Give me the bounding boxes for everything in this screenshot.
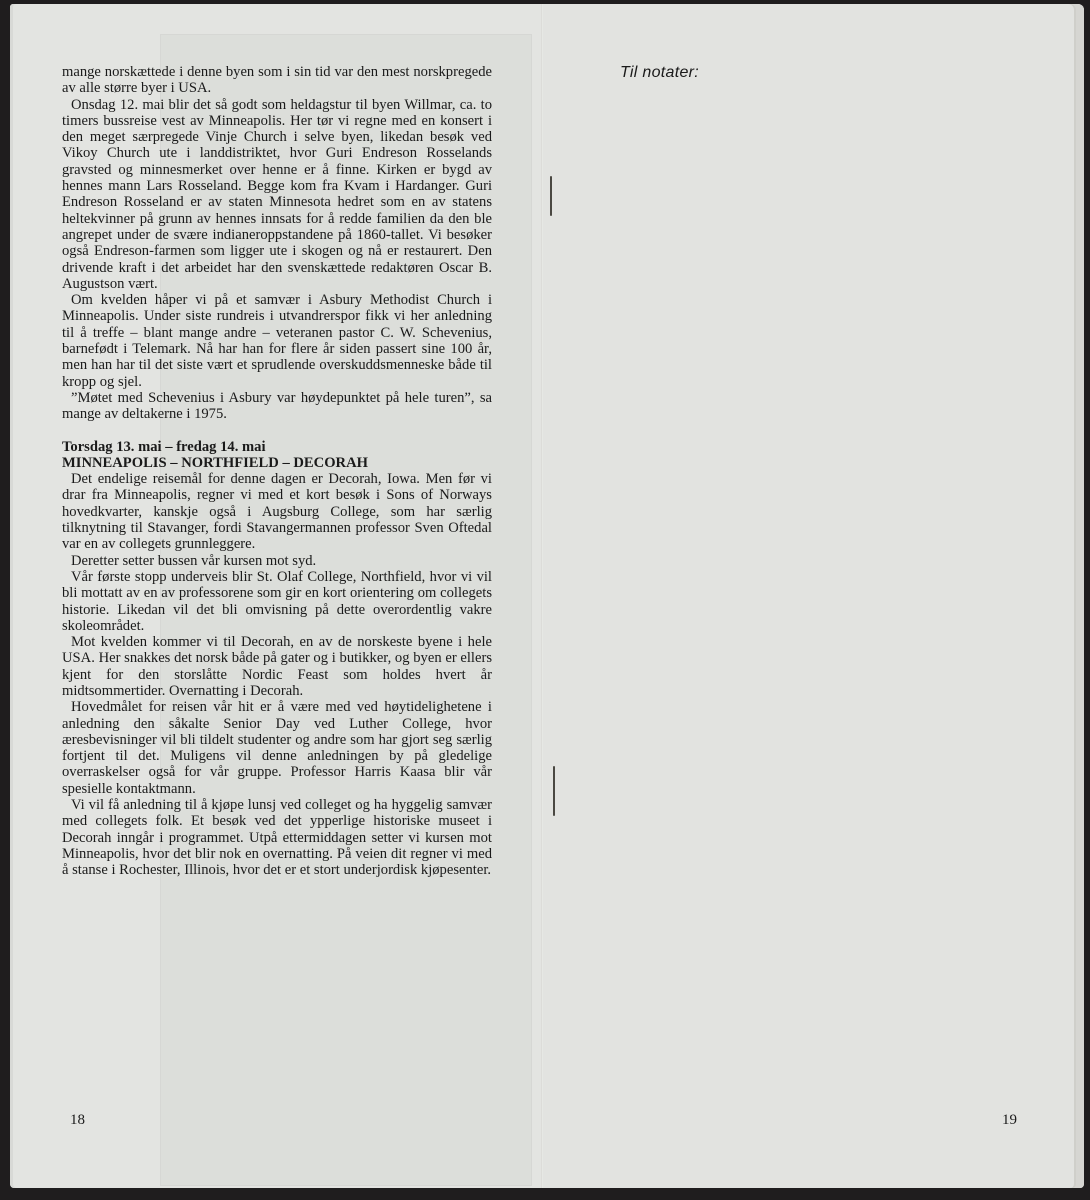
paragraph: Mot kvelden kommer vi til Decorah, en av de norskeste byene i hele USA. Her snakkes det norsk både på gater og i butikker, og byen er ellers kjent for den storslåtte Nordic Feast som holdes hvert år midtsommertider. Overnatting i Decorah.	[62, 634, 492, 699]
page-number-right: 19	[1002, 1112, 1017, 1128]
paragraph: Det endelige reisemål for denne dagen er Decorah, Iowa. Men før vi drar fra Minneapolis, regner vi med et kort besøk i Sons of Norways hovedkvarter, kanskje også i Augsburg College, som har særlig tilknytning til Stavanger, fordi Stavangermannen professor Sven Oftedal var en av collegets grunnleggere.	[62, 471, 492, 553]
right-page	[542, 4, 1084, 1188]
section-heading	[62, 439, 492, 472]
binding-crease-mark	[553, 766, 555, 816]
paragraph: Vår første stopp underveis blir St. Olaf College, Northfield, hvor vi vil bli mottatt av en av professorene som gir en kort orientering om collegets historie. Likedan vil det bli omvisning på dette overordentlig vakre skoleområdet.	[62, 568, 492, 634]
paragraph: Hovedmålet for reisen vår hit er å være med ved høytidelighetene i anledning den såkalte Senior Day ved Luther College, hvor æresbevisninger vil bli tildelt studenter og andre som har gjort seg særlig fortjent til det. Muligens vil denne anledningen by på gledelige overraskelser også for vår gruppe. Professor Harris Kaasa blir vår spesielle kontaktmann.	[62, 699, 492, 797]
paragraph: Onsdag 12. mai blir det så godt som heldagstur til byen Willmar, ca. to timers bussreise vest av Minneapolis. Her tør vi regne med en konsert i den meget særpregede Vinje Church i selve byen, likedan besøk ved Vikoy Church ute i landdistriktet, hvor Guri Endreson Rosselands gravsted og minnesmerket over henne er å finne. Kirken er bygd av hennes mann Lars Rosseland. Begge kom fra Kvam i Hardanger. Guri Endreson Rosseland er av staten Minnesota hedret som en av statens heltekvinner på grunn av hennes innsats for å redde familien da den ble angrepet under de svære indianeroppstandene på 1860-tallet. Vi besøker også Endreson-farmen som ligger ute i skogen og nå er restaurert. Den drivende kraft i det arbeidet har den svenskættede redaktøren Oscar B. Augustson vært.	[62, 96, 492, 292]
section-route-line: MINNEAPOLIS – NORTHFIELD – DECORAH	[62, 454, 368, 471]
binding-crease-mark	[550, 176, 552, 216]
paragraph: ”Møtet med Schevenius i Asbury var høydepunktet på hele turen”, sa mange av deltakerne i 1975.	[62, 389, 492, 423]
notes-heading: Til notater:	[620, 64, 700, 81]
left-page-text-column	[62, 64, 492, 879]
page-gutter	[541, 4, 543, 1188]
paragraph: Vi vil få anledning til å kjøpe lunsj ved colleget og ha hyggelig samvær med collegets folk. Et besøk ved det ypperlige historiske museet i Decorah inngår i programmet. Utpå ettermiddagen setter vi kursen mot Minneapolis, hvor det blir nok en overnatting. På veien dit regner vi med å stanse i Rochester, Illinois, hvor det er et stort underjordisk kjøpesenter.	[62, 797, 492, 879]
paragraph: Deretter setter bussen vår kursen mot syd.	[71, 552, 317, 569]
paragraph: Om kvelden håper vi på et samvær i Asbury Methodist Church i Minneapolis. Under siste rundreis i utvandrerspor fikk vi her anledning til å treffe – blant mange andre – veteranen pastor C. W. Schevenius, barnefødt i Telemark. Nå har han for flere år siden passert sine 100 år, men han har til det siste vært et sprudlende overskuddsmenneske både til kropp og sjel.	[62, 292, 492, 390]
paragraph: mange norskættede i denne byen som i sin tid var den mest norskpregede av alle større byer i USA.	[62, 64, 492, 97]
section-date-line: Torsdag 13. mai – fredag 14. mai	[62, 438, 266, 455]
page-number-left: 18	[70, 1112, 85, 1128]
